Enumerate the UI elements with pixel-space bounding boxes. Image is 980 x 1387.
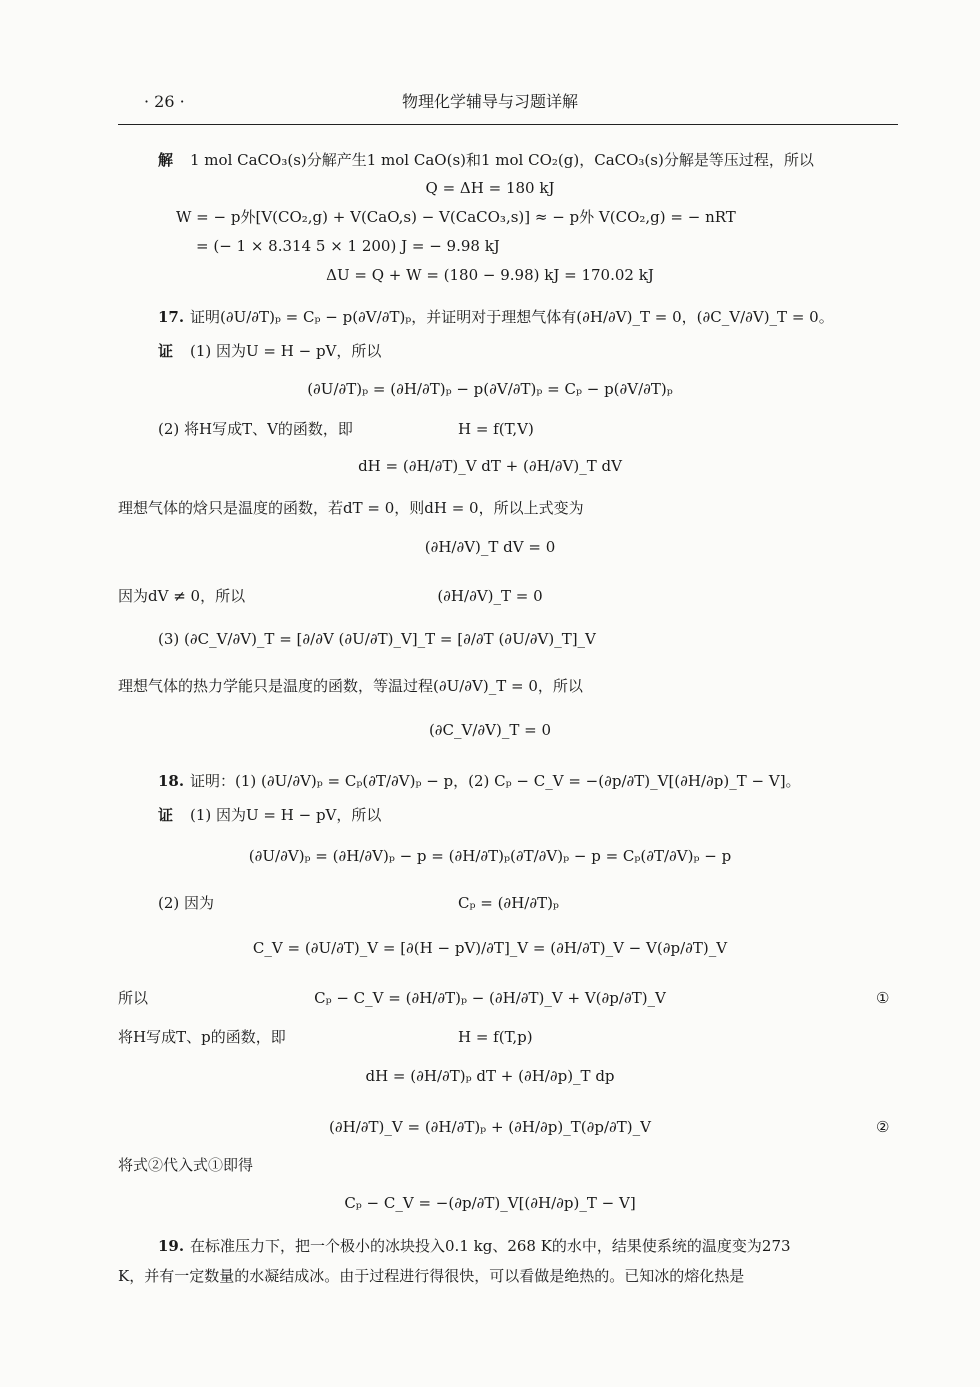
paragraph: 因为dV ≠ 0，所以 <box>118 587 246 605</box>
equation: H = f(T,p) <box>458 1028 533 1046</box>
problem-statement: K，并有一定数量的水凝结成冰。由于过程进行得很快，可以看做是绝热的。已知冰的熔化热是 <box>118 1267 745 1285</box>
proof-step: (1) 因为U = H − pV，所以 <box>190 806 382 824</box>
equation: H = f(T,V) <box>458 420 534 438</box>
paragraph: 将式②代入式①即得 <box>118 1156 254 1174</box>
equation: (∂H/∂V)_T = 0 <box>437 587 543 605</box>
proof-step: (1) 因为U = H − pV，所以 <box>190 342 382 360</box>
equation: (∂U/∂T)ₚ = (∂H/∂T)ₚ − p(∂V/∂T)ₚ = Cₚ − p(∂V/∂T)ₚ <box>307 380 673 398</box>
equation: ΔU = Q + W = (180 − 9.98) kJ = 170.02 kJ <box>326 266 654 284</box>
running-title: 物理化学辅导与习题详解 <box>401 92 578 111</box>
equation: W = − p外[V(CO₂,g) + V(CaO,s) − V(CaCO₃,s)] ≈ − p外 V(CO₂,g) = − nRT <box>176 208 736 226</box>
problem-statement: 证明：(1) (∂U/∂V)ₚ = Cₚ(∂T/∂V)ₚ − p，(2) Cₚ − C_V = −(∂p/∂T)_V[(∂H/∂p)_T − V]。 <box>190 772 801 790</box>
equation: (∂H/∂V)_T dV = 0 <box>424 538 556 556</box>
paragraph: 理想气体的热力学能只是温度的函数，等温过程(∂U/∂V)_T = 0，所以 <box>118 677 583 695</box>
header-rule <box>118 124 898 125</box>
equation-marker: ② <box>876 1118 890 1136</box>
problem-number: 19. <box>158 1237 185 1255</box>
problem-statement: 在标准压力下，把一个极小的冰块投入0.1 kg、268 K的水中，结果使系统的温度变为273 <box>190 1237 791 1255</box>
page-number: · 26 · <box>144 92 185 111</box>
equation: (∂C_V/∂V)_T = 0 <box>428 721 552 739</box>
problem-number: 17. <box>158 308 185 326</box>
equation: (∂H/∂T)_V = (∂H/∂T)ₚ + (∂H/∂p)_T(∂p/∂T)_V <box>329 1118 651 1136</box>
solution-label: 解 <box>158 151 174 169</box>
paragraph: 所以 <box>118 989 149 1007</box>
proof-label: 证 <box>158 806 174 824</box>
proof-step: (3) (∂C_V/∂V)_T = [∂/∂V (∂U/∂T)_V]_T = [∂/∂T (∂U/∂V)_T]_V <box>158 630 596 648</box>
equation: dH = (∂H/∂T)ₚ dT + (∂H/∂p)_T dp <box>365 1067 615 1085</box>
proof-step: (2) 因为 <box>158 894 215 912</box>
equation: Q = ΔH = 180 kJ <box>425 179 555 197</box>
solution-text: 1 mol CaCO₃(s)分解产生1 mol CaO(s)和1 mol CO₂(g)，CaCO₃(s)分解是等压过程，所以 <box>190 151 814 169</box>
proof-step: (2) 将H写成T、V的函数，即 <box>158 420 353 438</box>
proof-label: 证 <box>158 342 174 360</box>
equation: C_V = (∂U/∂T)_V = [∂(H − pV)/∂T]_V = (∂H/∂T)_V − V(∂p/∂T)_V <box>252 939 728 957</box>
problem-statement: 证明(∂U/∂T)ₚ = Cₚ − p(∂V/∂T)ₚ，并证明对于理想气体有(∂H/∂V)_T = 0，(∂C_V/∂V)_T = 0。 <box>190 308 834 326</box>
equation: Cₚ − C_V = −(∂p/∂T)_V[(∂H/∂p)_T − V] <box>344 1194 636 1212</box>
equation: Cₚ = (∂H/∂T)ₚ <box>458 894 559 912</box>
equation: dH = (∂H/∂T)_V dT + (∂H/∂V)_T dV <box>358 457 622 475</box>
problem-number: 18. <box>158 772 185 790</box>
equation: = (− 1 × 8.314 5 × 1 200) J = − 9.98 kJ <box>196 237 500 255</box>
paragraph: 将H写成T、p的函数，即 <box>118 1028 286 1046</box>
equation-marker: ① <box>876 989 890 1007</box>
paragraph: 理想气体的焓只是温度的函数，若dT = 0，则dH = 0，所以上式变为 <box>118 499 584 517</box>
equation: (∂U/∂V)ₚ = (∂H/∂V)ₚ − p = (∂H/∂T)ₚ(∂T/∂V)ₚ − p = Cₚ(∂T/∂V)ₚ − p <box>248 847 732 865</box>
equation: Cₚ − C_V = (∂H/∂T)ₚ − (∂H/∂T)_V + V(∂p/∂T)_V <box>314 989 666 1007</box>
